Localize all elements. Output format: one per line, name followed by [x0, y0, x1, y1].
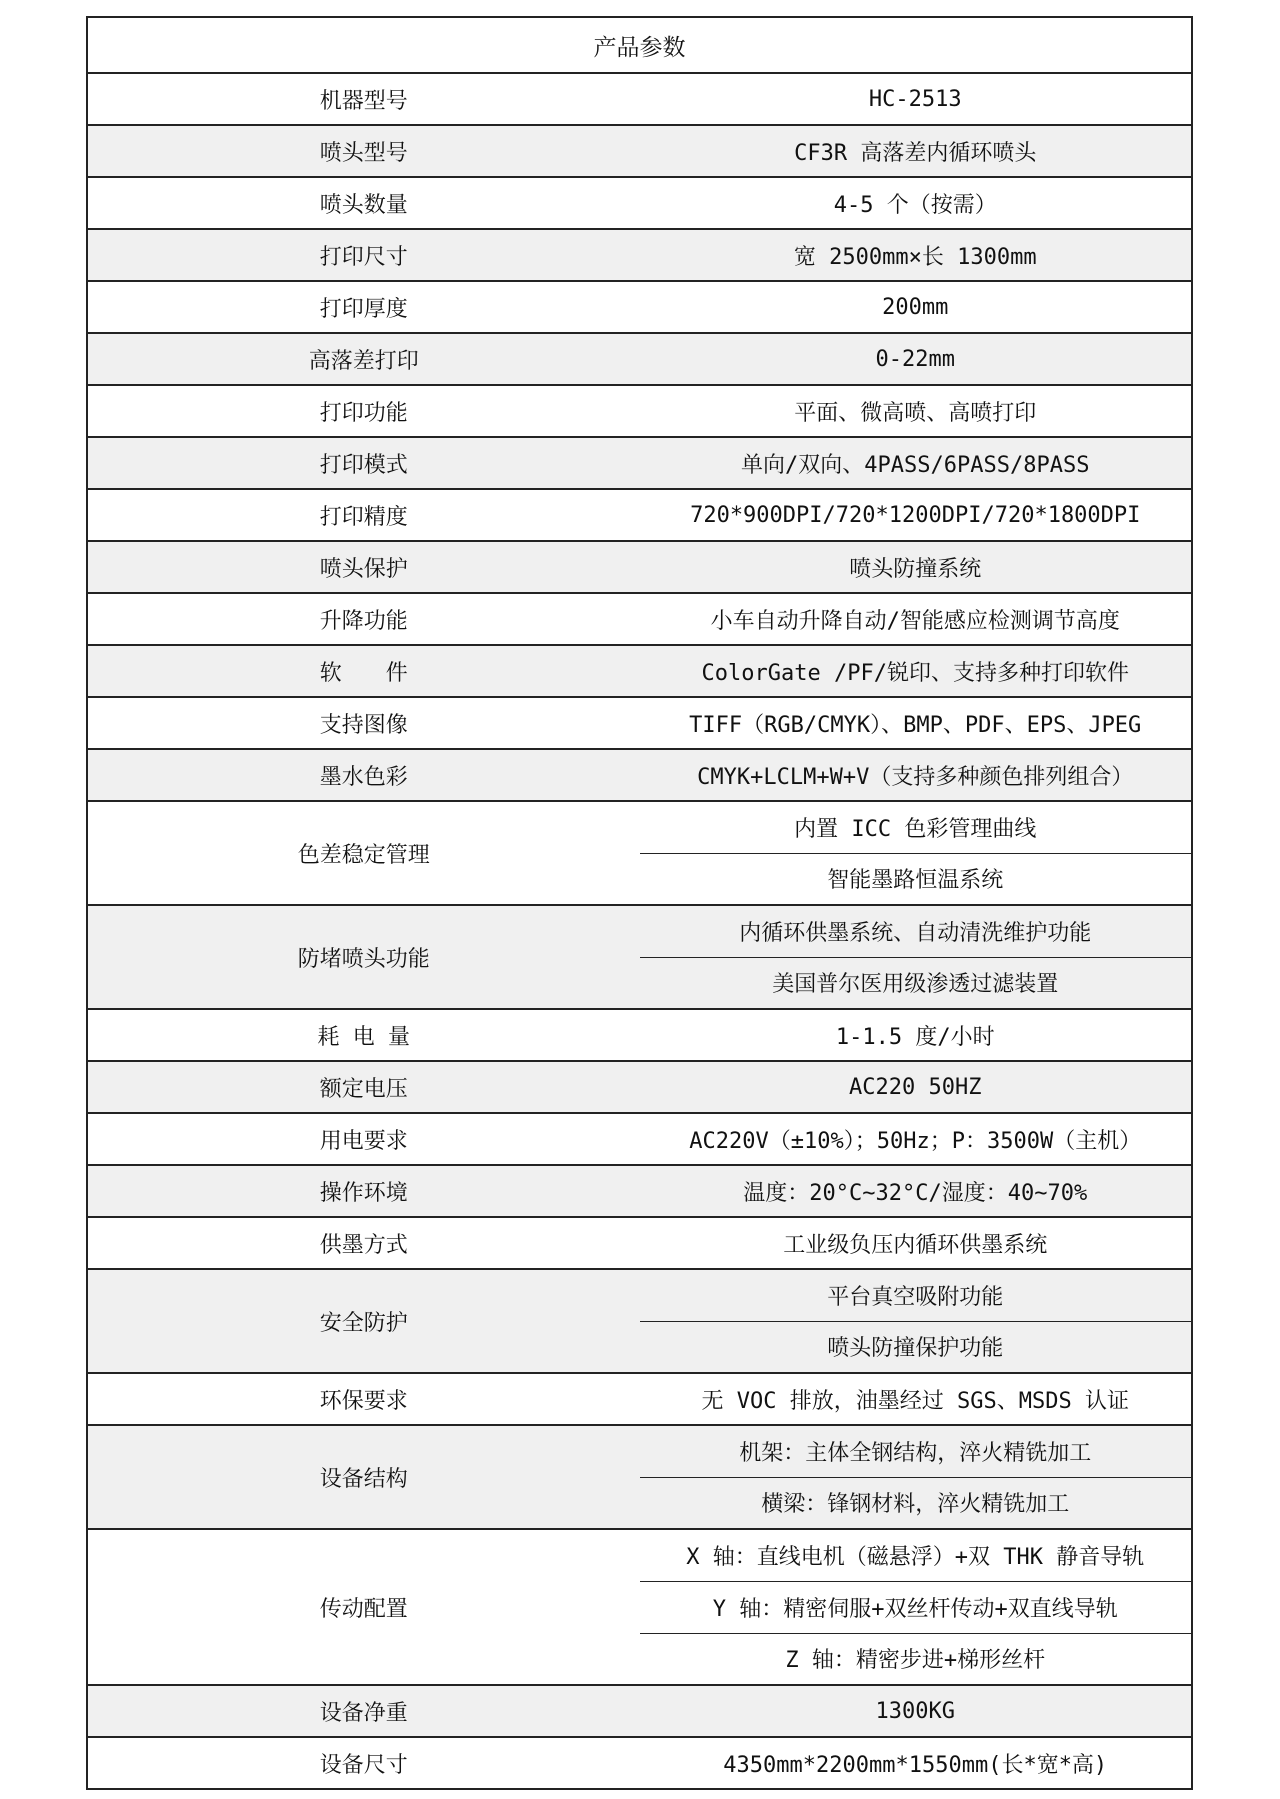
row-label: 墨水色彩 [87, 749, 640, 801]
row-label: 打印厚度 [87, 281, 640, 333]
table-row [87, 437, 1192, 489]
row-label: 额定电压 [87, 1061, 640, 1113]
row-label: 打印精度 [87, 489, 640, 541]
table-row [87, 489, 1192, 541]
table-row [87, 125, 1192, 177]
row-label: 色差稳定管理 [87, 801, 640, 905]
table-title: 产品参数 [87, 17, 1192, 73]
table-row [87, 1165, 1192, 1217]
row-label: 设备尺寸 [87, 1737, 640, 1789]
table-row [87, 385, 1192, 437]
row-value: 美国普尔医用级渗透过滤装置 [640, 957, 1193, 1009]
row-value: 温度：20°C~32°C/湿度：40~70% [640, 1165, 1193, 1217]
row-label: 供墨方式 [87, 1217, 640, 1269]
row-value: AC220 50HZ [640, 1061, 1193, 1113]
row-label: 安全防护 [87, 1269, 640, 1373]
table-row [87, 73, 1192, 125]
table-row [87, 1529, 1192, 1581]
table-row [87, 1217, 1192, 1269]
spec-table-body [87, 73, 1192, 1789]
row-label: 防堵喷头功能 [87, 905, 640, 1009]
row-value: 宽 2500mm×长 1300mm [640, 229, 1193, 281]
row-value: X 轴：直线电机（磁悬浮）+双 THK 静音导轨 [640, 1529, 1193, 1581]
row-value: 横梁：锋钢材料，淬火精铣加工 [640, 1477, 1193, 1529]
row-value: 4350mm*2200mm*1550mm(长*宽*高) [640, 1737, 1193, 1789]
row-label: 喷头数量 [87, 177, 640, 229]
row-value: CMYK+LCLM+W+V（支持多种颜色排列组合） [640, 749, 1193, 801]
row-value: TIFF（RGB/CMYK）、BMP、PDF、EPS、JPEG [640, 697, 1193, 749]
row-value: 无 VOC 排放，油墨经过 SGS、MSDS 认证 [640, 1373, 1193, 1425]
row-label: 高落差打印 [87, 333, 640, 385]
row-value: AC220V（±10%）；50Hz；P：3500W（主机） [640, 1113, 1193, 1165]
row-value: HC-2513 [640, 73, 1193, 125]
row-label: 操作环境 [87, 1165, 640, 1217]
row-label: 机器型号 [87, 73, 640, 125]
row-value: 720*900DPI/720*1200DPI/720*1800DPI [640, 489, 1193, 541]
row-label: 喷头型号 [87, 125, 640, 177]
row-value: 内置 ICC 色彩管理曲线 [640, 801, 1193, 853]
row-label: 用电要求 [87, 1113, 640, 1165]
row-label: 设备结构 [87, 1425, 640, 1529]
table-row [87, 333, 1192, 385]
table-row [87, 281, 1192, 333]
row-value: 1-1.5 度/小时 [640, 1009, 1193, 1061]
row-value: 小车自动升降自动/智能感应检测调节高度 [640, 593, 1193, 645]
row-value: ColorGate /PF/锐印、支持多种打印软件 [640, 645, 1193, 697]
row-label: 耗 电 量 [87, 1009, 640, 1061]
table-row [87, 1269, 1192, 1321]
table-row [87, 697, 1192, 749]
row-label: 打印尺寸 [87, 229, 640, 281]
row-value: 200mm [640, 281, 1193, 333]
table-row [87, 1425, 1192, 1477]
product-spec-sheet [86, 16, 1193, 1790]
table-row [87, 1113, 1192, 1165]
row-label: 软 件 [87, 645, 640, 697]
table-row [87, 1737, 1192, 1789]
row-label: 打印模式 [87, 437, 640, 489]
table-row [87, 905, 1192, 957]
row-value: 喷头防撞系统 [640, 541, 1193, 593]
row-label: 设备净重 [87, 1685, 640, 1737]
row-value: 1300KG [640, 1685, 1193, 1737]
row-value: 平面、微高喷、高喷打印 [640, 385, 1193, 437]
row-label: 打印功能 [87, 385, 640, 437]
row-value: 喷头防撞保护功能 [640, 1321, 1193, 1373]
row-value: 工业级负压内循环供墨系统 [640, 1217, 1193, 1269]
row-value: 4-5 个（按需） [640, 177, 1193, 229]
row-value: 内循环供墨系统、自动清洗维护功能 [640, 905, 1193, 957]
row-value: CF3R 高落差内循环喷头 [640, 125, 1193, 177]
row-value: 0-22mm [640, 333, 1193, 385]
table-row [87, 593, 1192, 645]
row-label: 喷头保护 [87, 541, 640, 593]
table-row [87, 801, 1192, 853]
row-value: Z 轴：精密步进+梯形丝杆 [640, 1633, 1193, 1685]
table-row [87, 1685, 1192, 1737]
row-value: 智能墨路恒温系统 [640, 853, 1193, 905]
spec-table [86, 16, 1193, 1790]
table-row [87, 177, 1192, 229]
table-row [87, 1061, 1192, 1113]
row-value: 平台真空吸附功能 [640, 1269, 1193, 1321]
table-row [87, 229, 1192, 281]
row-label: 环保要求 [87, 1373, 640, 1425]
table-row [87, 645, 1192, 697]
row-label: 升降功能 [87, 593, 640, 645]
table-row [87, 1373, 1192, 1425]
row-value: 单向/双向、4PASS/6PASS/8PASS [640, 437, 1193, 489]
row-value: Y 轴：精密伺服+双丝杆传动+双直线导轨 [640, 1581, 1193, 1633]
table-row [87, 1009, 1192, 1061]
table-row [87, 749, 1192, 801]
table-header-row [87, 17, 1192, 73]
table-row [87, 541, 1192, 593]
row-value: 机架：主体全钢结构，淬火精铣加工 [640, 1425, 1193, 1477]
row-label: 传动配置 [87, 1529, 640, 1685]
row-label: 支持图像 [87, 697, 640, 749]
